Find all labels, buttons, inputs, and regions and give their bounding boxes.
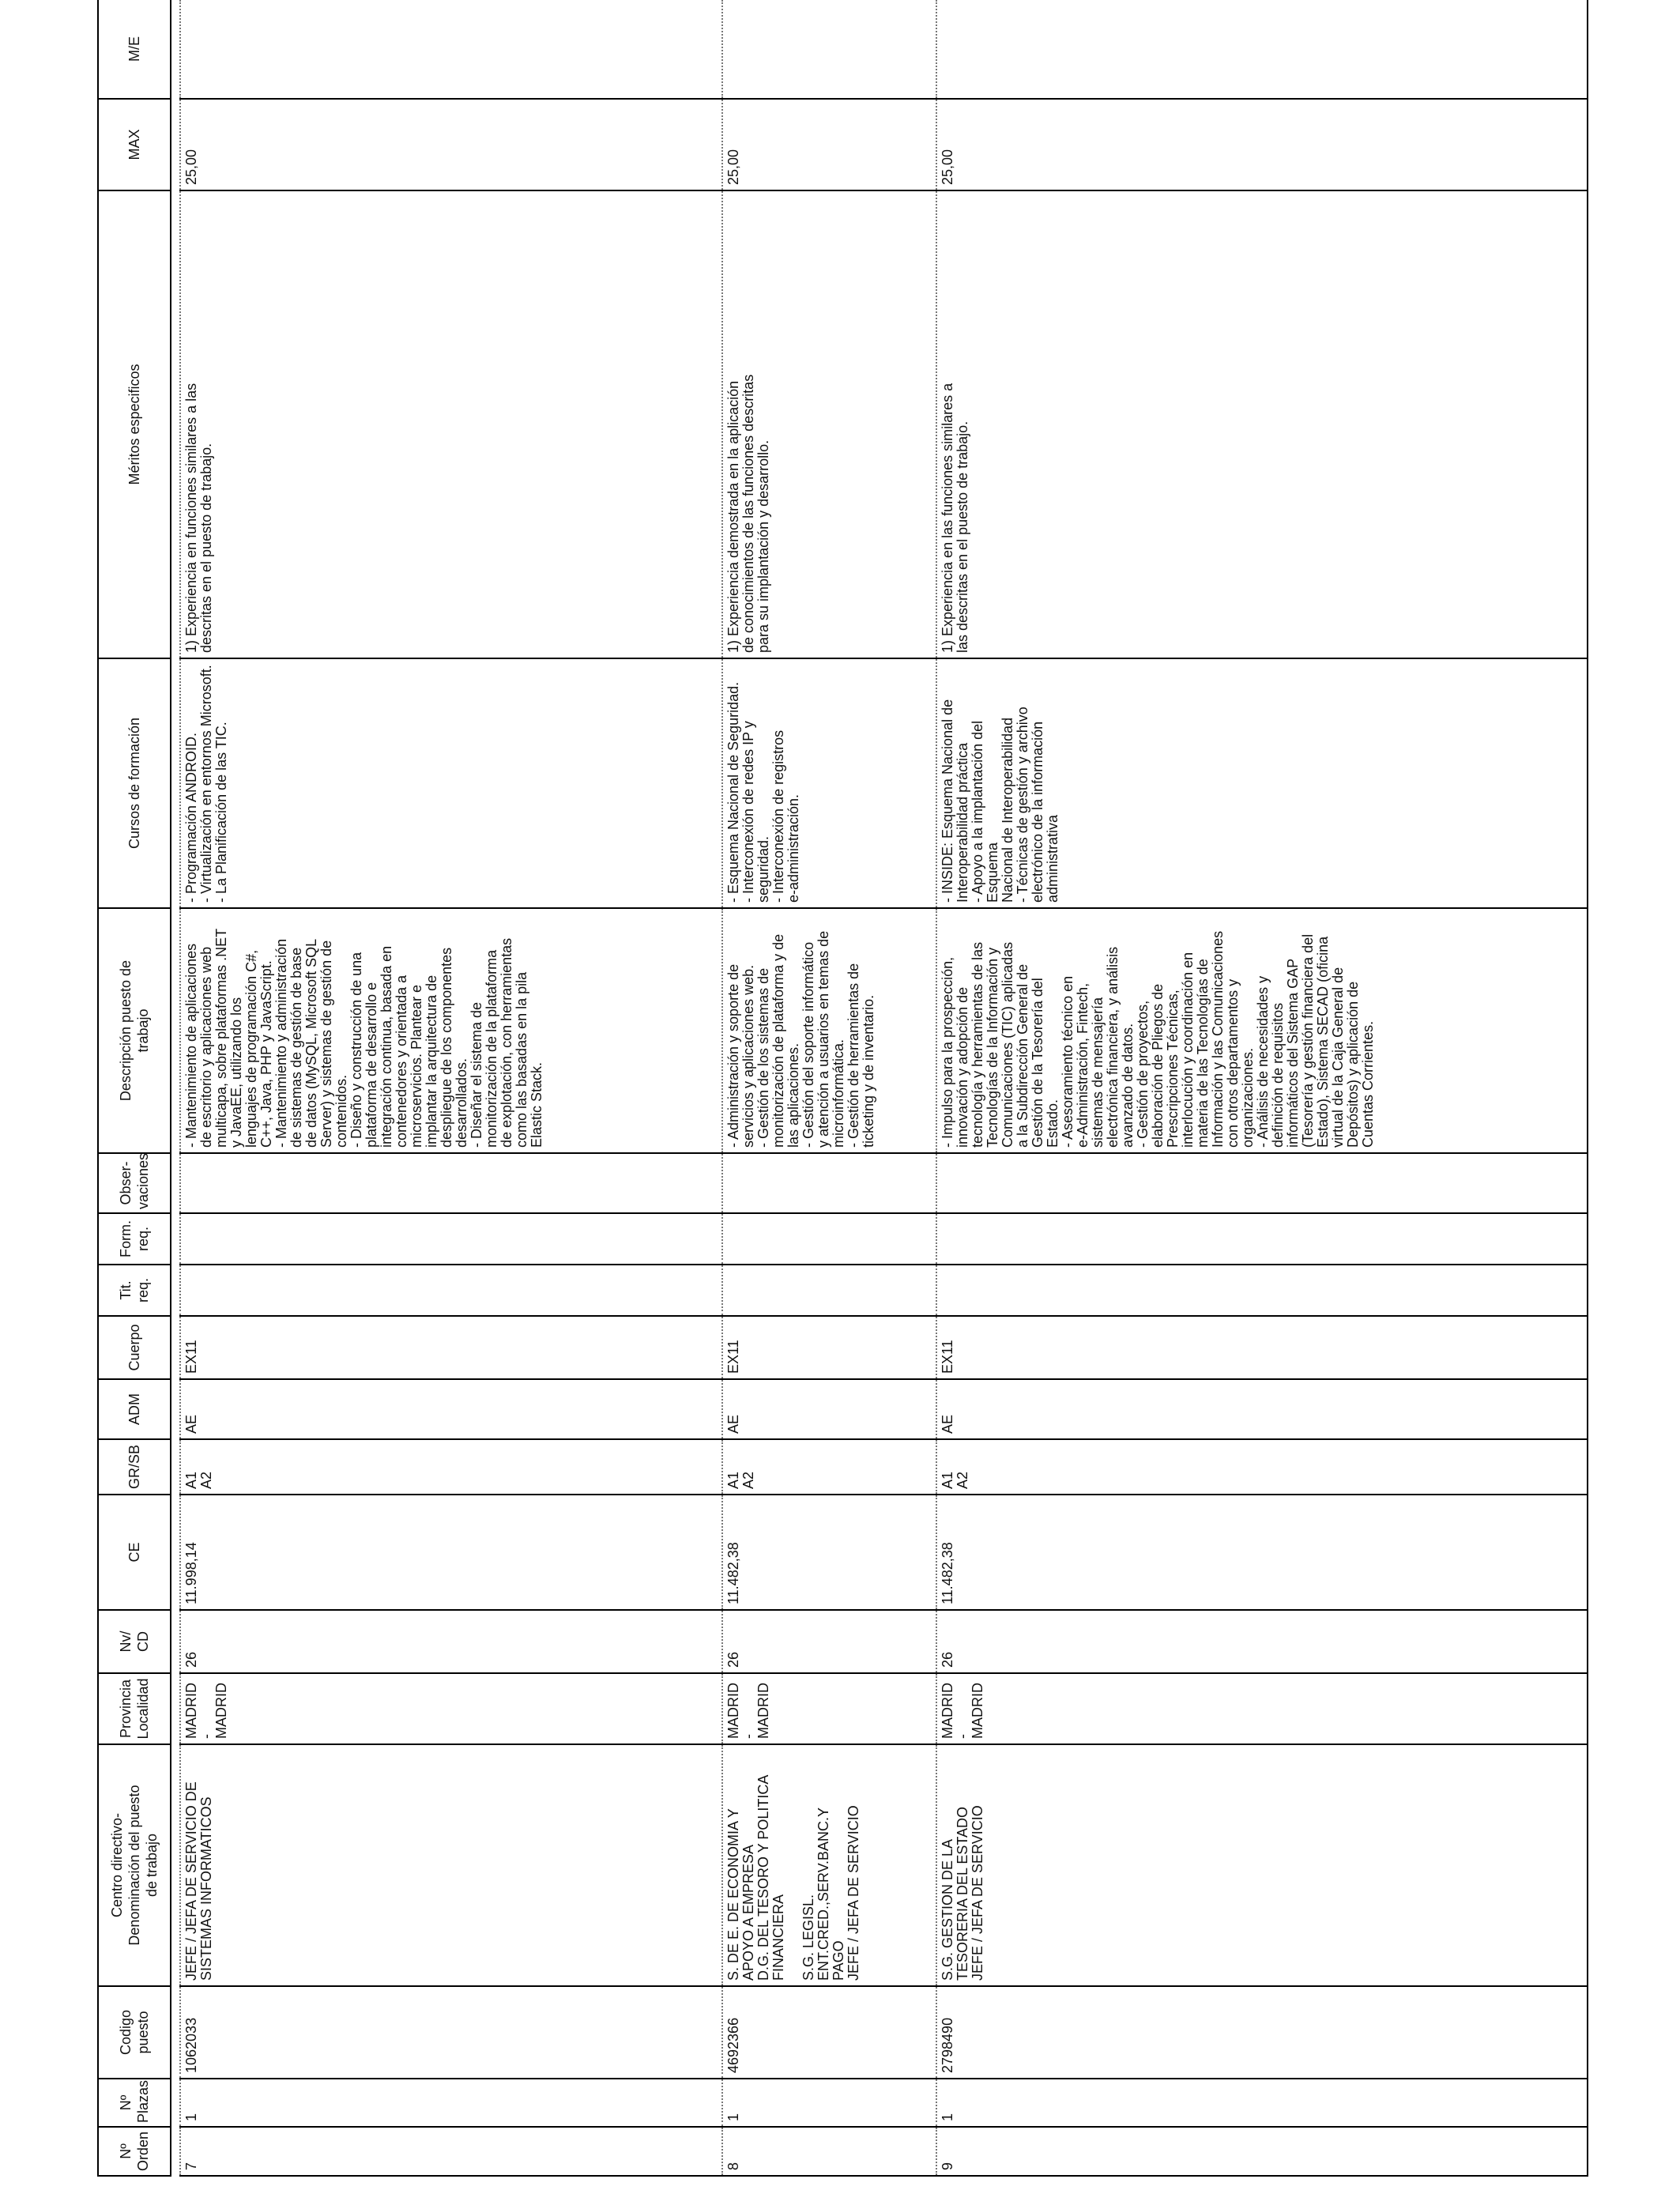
cell-formacion <box>722 1213 936 1265</box>
cell-adm: AE <box>936 1379 1588 1439</box>
header-grupo: GR/SB <box>98 1439 171 1495</box>
cell-me <box>936 0 1588 99</box>
cell-max: 25,00 <box>180 99 722 190</box>
cell-max: 25,00 <box>722 99 936 190</box>
cell-meritos: 1) Experiencia demostrada en la aplicación de conocimientos de las funciones descritas para su implantación y desarrollo. <box>722 190 936 658</box>
cell-provincia: MADRID - MADRID <box>722 1673 936 1744</box>
cell-centro: JEFE / JEFA DE SERVICIO <box>846 1805 861 1981</box>
header-descripcion: Descripción puesto de trabajo <box>98 908 171 1153</box>
cell-nivel: 26 <box>722 1610 936 1673</box>
cell-codigo: 1062033 <box>180 1986 722 2079</box>
cell-max: 25,00 <box>936 99 1588 190</box>
header-me: M/E <box>98 0 171 99</box>
cell-ce: 11.482,38 <box>722 1495 936 1610</box>
cell-provincia: MADRID - MADRID <box>180 1673 722 1744</box>
cell-cursos: - Programación ANDROID. - Virtualización en entornos Microsoft. - La Planificación de las TIC. <box>180 658 722 908</box>
header-formacion: Form. req. <box>98 1213 171 1265</box>
cell-ce: 11.482,38 <box>936 1495 1588 1610</box>
cell-centro: JEFE / JEFA DE SERVICIO <box>970 1805 985 1981</box>
cell-grupo: A1 A2 <box>722 1439 936 1495</box>
header-observaciones: Obser- vaciones <box>98 1153 171 1213</box>
cell-codigo: 4692366 <box>722 1986 936 2079</box>
cell-ce: 11.998,14 <box>180 1495 722 1610</box>
cell-orden: 9 <box>936 2127 1588 2176</box>
header-spacer <box>171 0 180 2176</box>
cell-adm: AE <box>722 1379 936 1439</box>
cell-codigo: 2798490 <box>936 1986 1588 2079</box>
cell-me <box>180 0 722 99</box>
header-codigo: Codigo puesto <box>98 1986 171 2079</box>
header-meritos: Méritos especificos <box>98 190 171 658</box>
cell-observaciones <box>722 1153 936 1213</box>
rotated-content <box>97 0 1587 2194</box>
cell-adm: AE <box>180 1379 722 1439</box>
cell-meritos: 1) Experiencia en las funciones similares a las descritas en el puesto de trabajo. <box>936 190 1588 658</box>
table-row <box>936 0 1588 2176</box>
cell-descripcion: - Administración y soporte de servicios y aplicaciones web. - Gestión de los sistemas de monitorización de plataforma y de las aplicaciones. - Gestión del soporte informático y atención a usuarios en temas de microinformática. - Gestión de herramientas de ticketing y de inventario. <box>722 908 936 1153</box>
cell-cursos: - Esquema Nacional de Seguridad. - Interconexión de redes IP y seguridad. - Interconexión de registros e-administración. <box>722 658 936 908</box>
cell-meritos: 1) Experiencia en funciones similares a las descritas en el puesto de trabajo. <box>180 190 722 658</box>
header-max: MAX <box>98 99 171 190</box>
cell-titulacion <box>936 1265 1588 1316</box>
cell-descripcion: - Impulso para la prospección, innovación y adopción de tecnología y herramientas de las Tecnologías de la Información y Comunicaciones (TIC) aplicadas a la Subdirección General de Gestión de la Tesorería del Estado. - Asesoramiento técnico en e-Administración, Fintech, sistemas de mensajería electrónica financiera, y análisis avanzado de datos. - Gestión de proyectos, elaboración de Pliegos de Prescripciones Técnicas, interlocución y coordinación en materia de las Tecnologías de Información y las Comunicaciones con otros departamentos y organizaciones. - Análisis de necesidades y definición de requisitos informáticos del Sistema GAP (Tesorería y gestión financiera del Estado), Sistema SECAD (oficina virtual de la Caja General de Depósitos) y aplicación de Cuentas Corrientes. <box>936 908 1588 1153</box>
cell-nivel: 26 <box>180 1610 722 1673</box>
cell-plazas: 1 <box>180 2079 722 2127</box>
table-row <box>722 0 936 2176</box>
centro-directivo-heading: S. DE E. DE ECONOMIA Y APOYO A EMPRESA D.G. DEL TESORO Y POLITICA FINANCIERA S.G. LEGISL. ENT.CRED.,SERV.BANC.Y PAGO <box>725 1774 846 1981</box>
header-plazas: Nº Plazas <box>98 2079 171 2127</box>
cell-cuerpo: EX11 <box>180 1316 722 1379</box>
cell-cuerpo: EX11 <box>936 1316 1588 1379</box>
cell-centro-group <box>936 1744 1588 1986</box>
cell-cursos: - INSIDE: Esquema Nacional de Interoperabilidad práctica - Apoyo a la implantación del Esquema Nacional de Interoperabilidad - Técnicas de gestión y archivo electrónico de la información administrativa <box>936 658 1588 908</box>
header-ce: CE <box>98 1495 171 1610</box>
cell-observaciones <box>180 1153 722 1213</box>
header-nivel: Nv/ CD <box>98 1610 171 1673</box>
cell-centro: JEFE / JEFA DE SERVICIO DE SISTEMAS INFORMATICOS <box>180 1744 722 1986</box>
header-cuerpo: Cuerpo <box>98 1316 171 1379</box>
cell-grupo: A1 A2 <box>180 1439 722 1495</box>
table-row <box>180 0 722 2176</box>
cell-observaciones <box>936 1153 1588 1213</box>
cell-formacion <box>936 1213 1588 1265</box>
header-provincia: Provincia Localidad <box>98 1673 171 1744</box>
cell-grupo: A1 A2 <box>936 1439 1588 1495</box>
cell-plazas: 1 <box>722 2079 936 2127</box>
cell-orden: 7 <box>180 2127 722 2176</box>
cell-provincia: MADRID - MADRID <box>936 1673 1588 1744</box>
header-orden: Nº Orden <box>98 2127 171 2176</box>
cell-titulacion <box>722 1265 936 1316</box>
positions-table <box>97 0 1588 2177</box>
cell-centro-group <box>722 1744 936 1986</box>
cell-cuerpo: EX11 <box>722 1316 936 1379</box>
cell-orden: 8 <box>722 2127 936 2176</box>
header-adm: ADM <box>98 1379 171 1439</box>
centro-directivo-heading: S.G. GESTION DE LA TESORERIA DEL ESTADO <box>940 1806 970 1981</box>
header-centro: Centro directivo- Denominación del puesto de trabajo <box>98 1744 171 1986</box>
cell-titulacion <box>180 1265 722 1316</box>
cell-me <box>722 0 936 99</box>
header-cursos: Cursos de formación <box>98 658 171 908</box>
cell-formacion <box>180 1213 722 1265</box>
cell-descripcion: - Mantenimiento de aplicaciones de escritorio y aplicaciones web multicapa, sobre plataformas .NET y JavaEE, utilizando los lenguajes de programación C#, C++, Java, PHP y JavaScript. - Mantenimiento y administración de sistemas de gestión de base de datos (MySQL, Microsoft SQL Server) y sistemas de gestión de contenidos. - Diseño y construcción de una plataforma de desarrollo e integración continua, basada en contenedores y orientada a microservicios. Plantear e implantar la arquitectura de despliegue de los componentes desarrollados. - Diseñar el sistema de monitorización de la plataforma de explotación, con herramientas como las basadas en la pila Elastic Stack. <box>180 908 722 1153</box>
cell-nivel: 26 <box>936 1610 1588 1673</box>
cell-plazas: 1 <box>936 2079 1588 2127</box>
header-titulacion: Tit. req. <box>98 1265 171 1316</box>
header-row <box>98 0 171 2176</box>
